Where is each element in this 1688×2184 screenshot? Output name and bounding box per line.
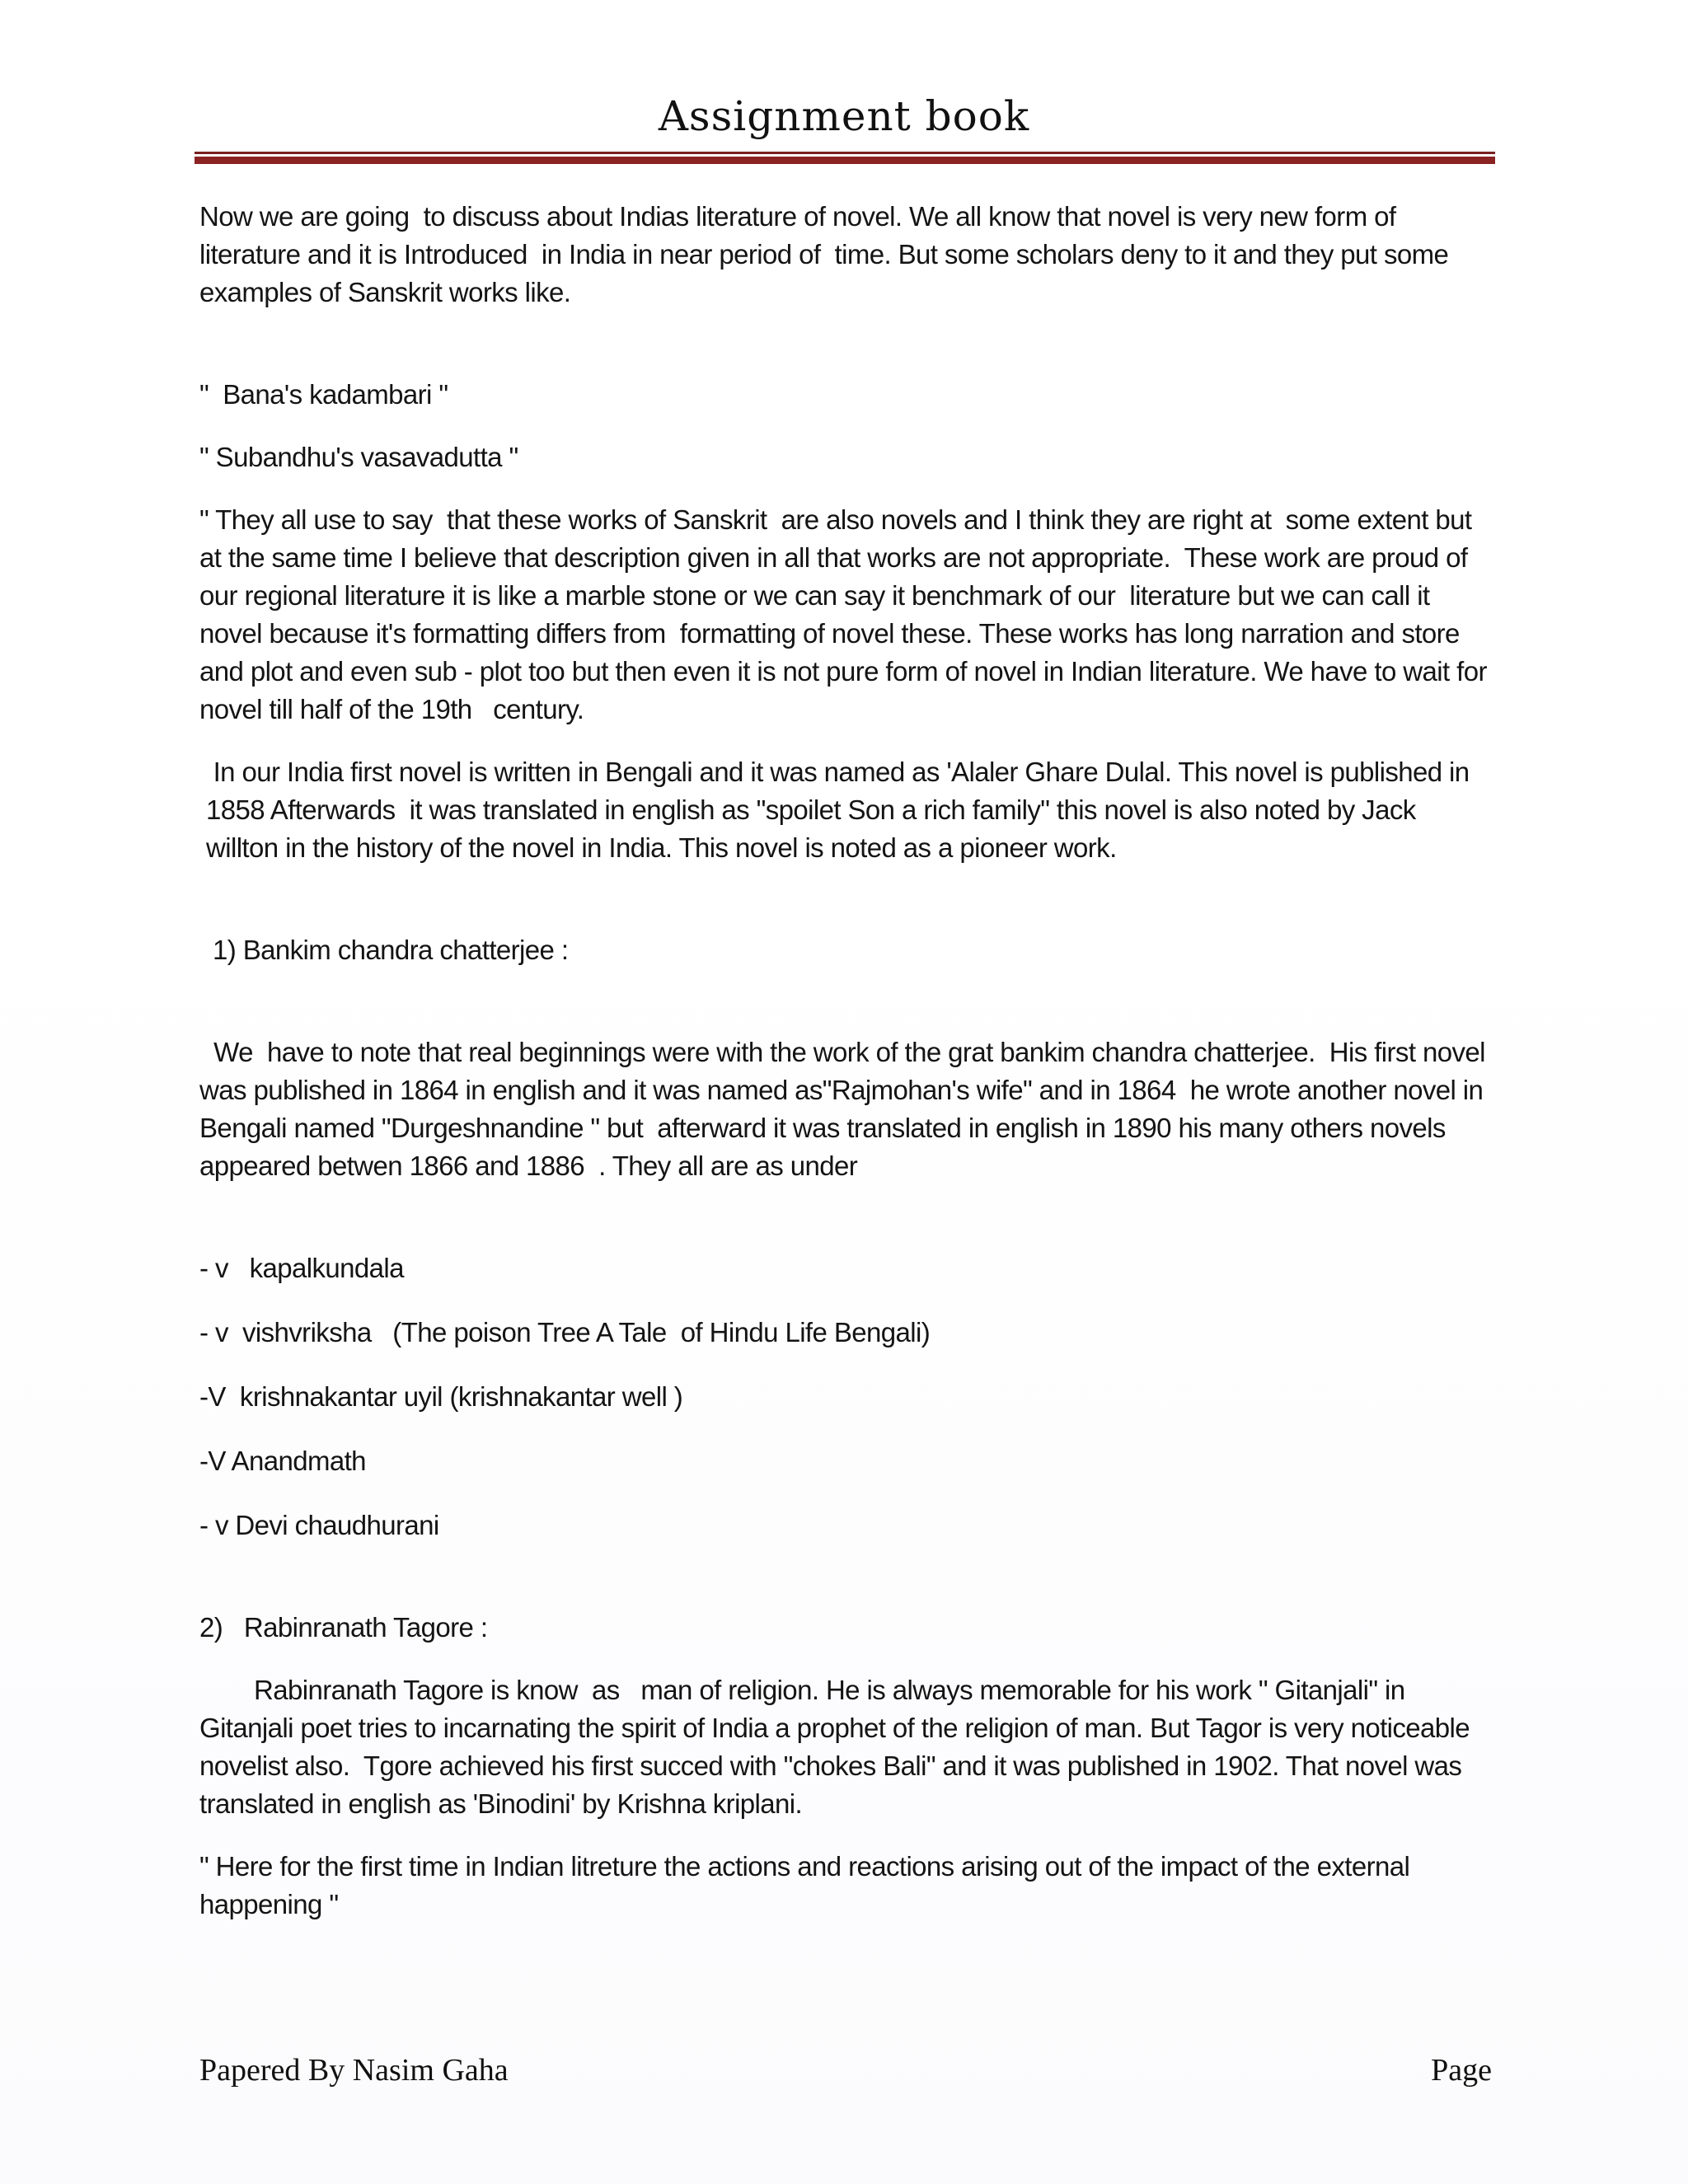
tagore-paragraph: Rabinranath Tagore is know as man of religion. He is always memorable for his work " Gitanjali" in Gitanjali poet tries to incarnating the spirit of India a prophet of the religion of man. But Tagor is very noticeable novelist also. Tgore achieved his first succed with "chokes Bali" and it was published in 1902. That novel was translated in english as 'Binodini' by Krishna kriplani. — [199, 1675, 1477, 1819]
novel-list-item: -V krishnakantar uyil (krishnakantar well ) — [199, 1381, 683, 1412]
intro-paragraph: Now we are going to discuss about Indias literature of novel. We all know that novel is very new form of literature and it is Introduced in India in near period of time. But some scholars deny to it and they put some examples of Sanskrit works like. — [199, 201, 1456, 307]
header-rule-thick — [195, 157, 1495, 164]
document-body — [199, 198, 1493, 1924]
example-kadambari: " Bana's kadambari " — [199, 379, 448, 410]
closing-quote: " Here for the first time in Indian litreture the actions and reactions arising out of the impact of the external happening " — [199, 1851, 1417, 1919]
footer-author: Papered By Nasim Gaha — [199, 2053, 509, 2088]
header-rule-thin — [195, 152, 1495, 154]
sanskrit-paragraph: " They all use to say that these works of Sanskrit are also novels and I think they are right at some extent but at the same time I believe that description given in all that works are not appropriate. These work are proud of our regional literature it is like a marble stone or we can say it benchmark of our literature but we can call it novel because it's formatting differs from formatting of novel these. These works has long narration and store and plot and even sub - plot too but then even it is not pure form of novel in Indian literature. We have to wait for novel till half of the 19th century. — [199, 504, 1494, 724]
novel-list-item: - v Devi chaudhurani — [199, 1510, 439, 1540]
first-novel-paragraph: In our India first novel is written in Bengali and it was named as 'Alaler Ghare Dulal. This novel is published in 1858 Afterwards it was translated in english as "spoilet Son a rich family" this novel is also noted by Jack willton in the history of the novel in India. This novel is noted as a pioneer work. — [206, 757, 1477, 863]
example-vasavadutta: " Subandhu's vasavadutta " — [199, 442, 518, 472]
section-heading-tagore: 2) Rabinranath Tagore : — [199, 1612, 488, 1643]
page-title: Assignment book — [658, 92, 1030, 140]
bankim-paragraph: We have to note that real beginnings were with the work of the grat bankim chandra chatterjee. His first novel was published in 1864 in english and it was named as"Rajmohan's wife" and in 1864 he wrote another novel in Bengali named "Durgeshnandine " but afterward it was translated in english in 1890 his many others novels appeared betwen 1866 and 1886 . They all are as under — [199, 1037, 1493, 1181]
novel-list-item: - v vishvriksha (The poison Tree A Tale of Hindu Life Bengali) — [199, 1317, 931, 1347]
novel-list-item: - v kapalkundala — [199, 1253, 404, 1283]
novel-list-item: -V Anandmath — [199, 1446, 366, 1476]
section-heading-bankim: 1) Bankim chandra chatterjee : — [213, 935, 569, 965]
footer-page-label: Page — [1431, 2053, 1492, 2088]
